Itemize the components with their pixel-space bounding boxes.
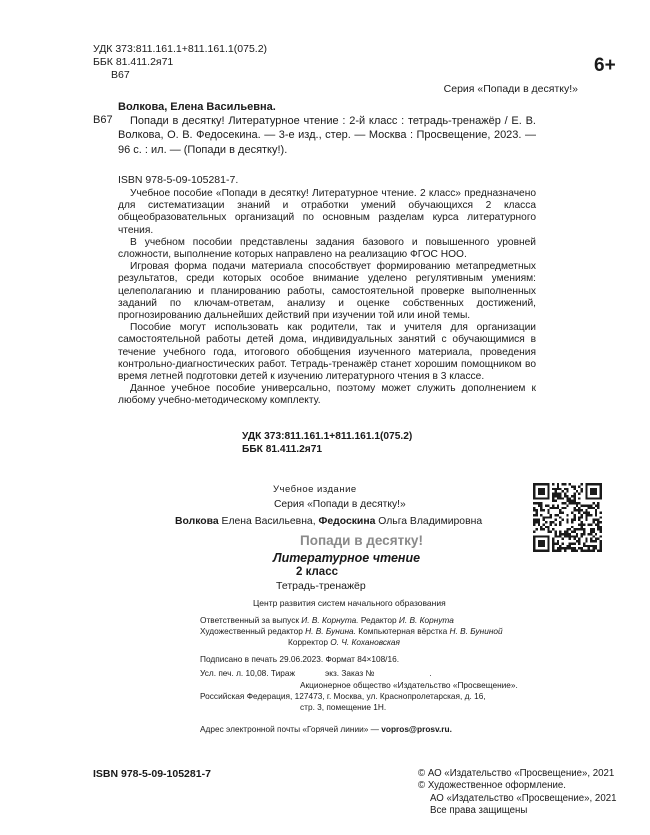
print-run xyxy=(200,668,530,679)
header-code: В67 xyxy=(111,69,130,81)
copyright-block xyxy=(418,768,617,817)
publisher-address-cont: стр. 3, помещение 1Н. xyxy=(300,702,387,712)
order-end: . xyxy=(429,668,432,678)
header-bbk: ББК 81.411.2я71 xyxy=(93,56,174,68)
edition-type: Учебное издание xyxy=(273,484,357,495)
editor-label: Редактор xyxy=(360,615,397,625)
bibliographic-description xyxy=(118,114,536,157)
imprint-authors xyxy=(175,516,482,527)
annotation-paragraph: Игровая форма подачи материала способствует формированию метапредметных результатов, среди которых особое внимание уделено регулятивным умениям: целеполаганию и планированию работы, самостоятельной проверке выполненных заданий по ключам-ответам, анализу и оценке собственных достижений, прогнозированию дальнейших действий при изучении той или иной темы. xyxy=(118,261,536,322)
author-name: Волкова, Елена Васильевна. xyxy=(118,101,276,113)
annotation-paragraph: В учебном пособии представлены задания базового и повышенного уровней сложности, выполнение которых направлено на реализацию ФГОС НОО. xyxy=(118,236,536,261)
header-udc: УДК 373:811.161.1+811.161.1(075.2) xyxy=(93,43,268,55)
copyright-line: © Художественное оформление. xyxy=(418,780,566,792)
publisher-address: Российская Федерация, 127473, г. Москва, ул. Краснопролетарская, д. 16, xyxy=(200,691,486,701)
email-address: vopros@prosv.ru. xyxy=(381,724,452,734)
publisher-name: Акционерное общество «Издательство «Просвещение». xyxy=(300,680,518,690)
resp-label: Ответственный за выпуск xyxy=(200,615,299,625)
annotation xyxy=(118,188,536,408)
sheets-info: Усл. печ. л. 10,08. Тираж xyxy=(200,668,296,678)
imprint-series: Серия «Попади в десятку!» xyxy=(274,499,406,510)
proofreader-name: О. Ч. Кохановская xyxy=(330,637,400,647)
author2-names: Ольга Владимировна xyxy=(378,516,483,527)
bibliographic-text: Попади в десятку! Литературное чтение : 2-й класс : тетрадь-тренажёр / Е. В. Волкова, О. В. Федосекина. — 3-е изд., стер. — Москва : Просвещение, 2023. — 96 с. : ил. — (Попади в десятку!). xyxy=(118,115,536,156)
email-label: Адрес электронной почты «Горячей линии» — xyxy=(200,724,379,734)
proofreader-label: Корректор xyxy=(288,637,328,647)
author1-surname: Волкова xyxy=(175,516,219,527)
author2-surname: Федоскина xyxy=(318,516,376,527)
publisher-info xyxy=(200,680,518,713)
annotation-paragraph: Пособие могут использовать как родители, так и учителя для организации самостоятельной работы детей дома, индивидуальных занятий с обучающимися в течение учебного года, итогового обобщения изученного материала, проведения контрольно-диагностических работ. Тетрадь-тренажёр станет хорошим помощником во время летней подготовки детей к изучению литературного чтения в 3 классе. xyxy=(118,322,536,383)
layout-label: Компьютерная вёрстка xyxy=(358,626,448,636)
brand-title: Попади в десятку! xyxy=(300,533,423,548)
header-classification xyxy=(93,43,267,82)
bottom-bbk: ББК 81.411.2я71 xyxy=(242,444,323,455)
order-info: экз. Заказ № xyxy=(325,668,375,678)
book-type: Тетрадь-тренажёр xyxy=(276,580,366,592)
resp-name: И. В. Корнута. xyxy=(301,615,359,625)
copyright-line: Все права защищены xyxy=(430,804,528,816)
annotation-paragraph: Данное учебное пособие универсально, поэтому может служить дополнением к любому учебно-методическому комплекту. xyxy=(118,383,536,407)
footer-isbn: ISBN 978-5-09-105281-7 xyxy=(93,768,211,780)
copyright-line: © АО «Издательство «Просвещение», 2021 xyxy=(418,768,615,779)
editor-name: И. В. Корнута xyxy=(398,615,454,625)
bottom-udc: УДК 373:811.161.1+811.161.1(075.2) xyxy=(242,431,413,442)
layout-name: Н. В. Буниной xyxy=(449,626,503,636)
art-editor-name: Н. В. Бунина. xyxy=(305,626,356,636)
qr-code xyxy=(533,483,602,552)
author1-names: Елена Васильевна, xyxy=(221,516,316,527)
staff-credits xyxy=(200,615,503,648)
copyright-line: АО «Издательство «Просвещение», 2021 xyxy=(430,792,617,804)
grade-label: 2 класс xyxy=(296,566,338,578)
education-center: Центр развития систем начального образования xyxy=(253,598,446,608)
annotation-paragraph: Учебное пособие «Попади в десятку! Литературное чтение. 2 класс» предназначено для систематизации знаний и отработки умений обучающихся 2 класса общеобразовательных организаций по основным разделам курса литературного чтения. xyxy=(118,188,536,236)
subject-title: Литературное чтение xyxy=(273,551,421,565)
series-line: Серия «Попади в десятку!» xyxy=(443,83,578,95)
art-editor-label: Художественный редактор xyxy=(200,626,303,636)
age-rating: 6+ xyxy=(594,55,616,76)
isbn-entry: ISBN 978-5-09-105281-7. xyxy=(118,174,239,186)
hotline-email xyxy=(200,724,452,734)
catalog-code: В67 xyxy=(93,114,113,126)
bottom-classification xyxy=(242,430,412,456)
signed-to-print: Подписано в печать 29.06.2023. Формат 84×108/16. xyxy=(200,654,400,664)
